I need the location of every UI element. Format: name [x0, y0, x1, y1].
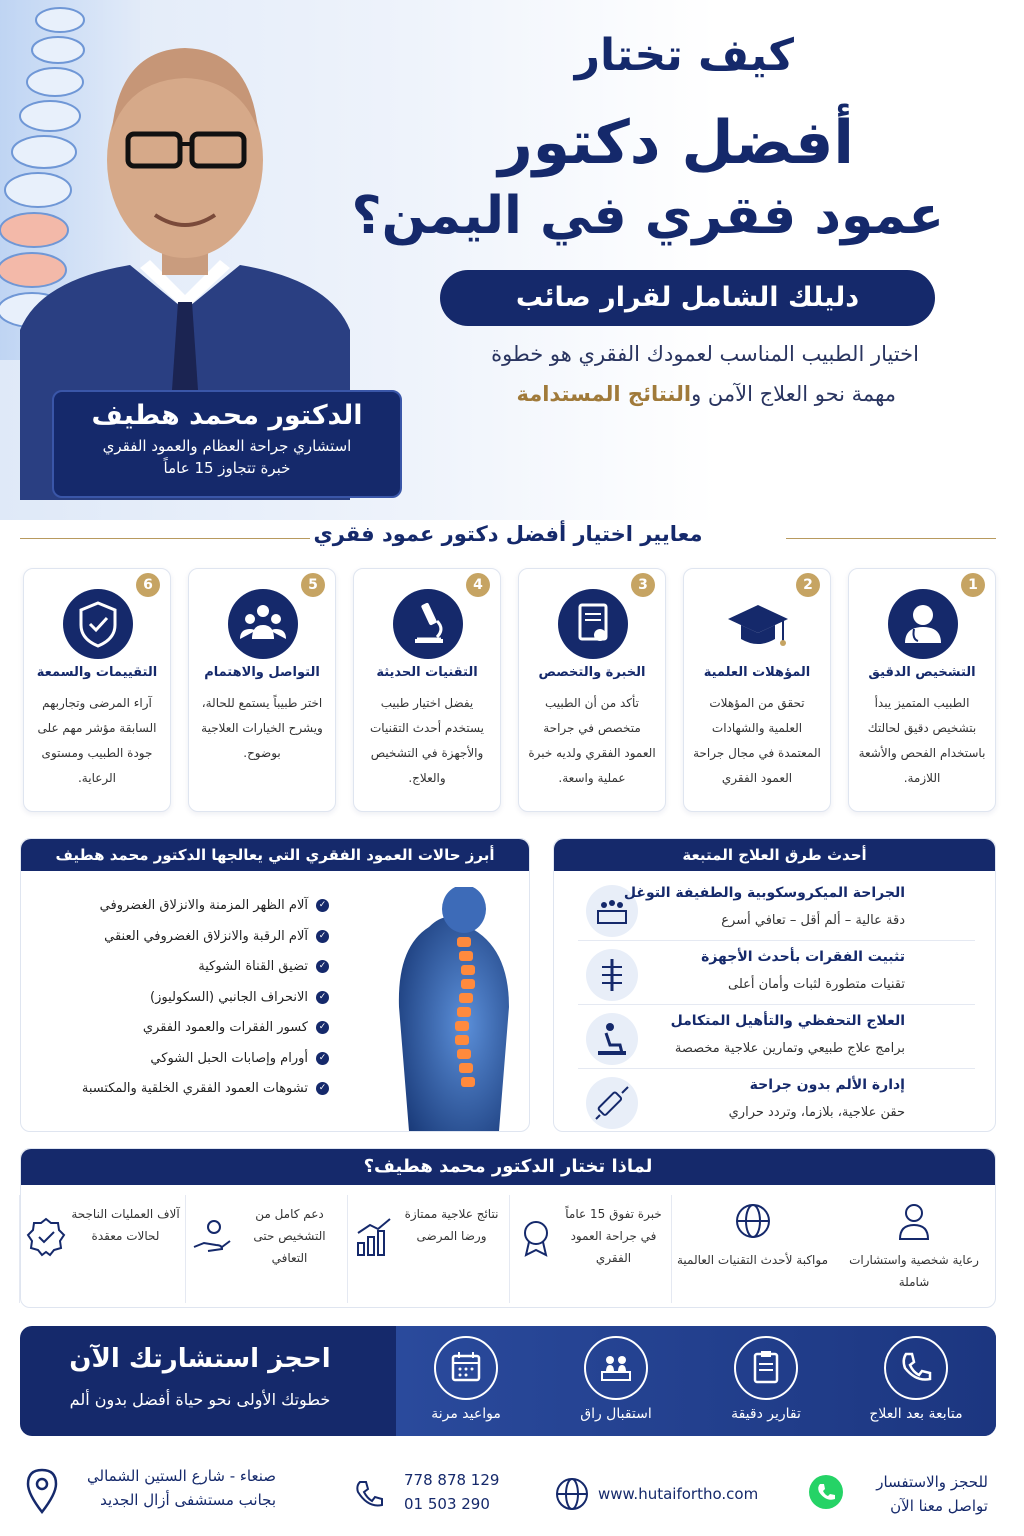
treatment-row	[578, 877, 975, 941]
treatment-description: دقة عالية – ألم أقل – تعافي أسرع	[721, 913, 905, 928]
booking-features	[396, 1326, 996, 1436]
spine-back-illustration	[369, 887, 529, 1131]
phone-icon	[884, 1336, 948, 1400]
treatment-description: حقن علاجية، بلازما، وتردد حراري	[728, 1105, 905, 1120]
why-item	[671, 1195, 833, 1303]
criteria-cards	[20, 568, 996, 812]
intro-line-2	[516, 382, 896, 406]
doctor-name: الدكتور محمد هطيف	[91, 400, 363, 431]
certificate-icon	[558, 589, 628, 659]
user-icon	[892, 1199, 936, 1243]
contact-text[interactable]: للحجز والاستفسار تواصل معنا الآن	[876, 1473, 988, 1515]
why-text: مواكبة لأحدث التقنيات العالمية	[677, 1253, 828, 1267]
address: صنعاء - شارع الستين الشمالي بجانب مستشفى أزال الجديد	[87, 1467, 276, 1509]
whatsapp-icon[interactable]	[806, 1472, 846, 1512]
title-line-1: كيف تختار	[574, 30, 794, 81]
check-icon: ✓	[316, 930, 329, 943]
rehab-icon	[586, 1013, 638, 1065]
treatment-title: الجراحة الميكروسكوبية والطفيفة التوغل	[623, 885, 905, 901]
booking-subtitle: خطوتك الأولى نحو حياة أفضل بدون ألم	[69, 1390, 331, 1409]
spine-fixation-icon	[586, 949, 638, 1001]
why-item	[509, 1195, 671, 1303]
why-text: آلاف العمليات الناجحة لحالات معقدة	[71, 1207, 180, 1243]
conditions-box	[20, 838, 530, 1132]
award-icon	[514, 1215, 558, 1259]
card-description: اختر طبيباً يستمع للحالة، ويشرح الخيارات العلاجية بوضوح.	[201, 696, 323, 760]
criteria-card	[23, 568, 171, 812]
card-title: التواصل والاهتمام	[204, 665, 320, 680]
card-title: التشخيص الدقيق	[868, 665, 976, 680]
why-item	[19, 1195, 185, 1303]
treatment-description: برامج علاج طبيعي وتمارين علاجية مخصصة	[674, 1041, 905, 1056]
card-description: الطبيب المتميز يبدأ بتشخيص دقيق لحالتك باستخدام الفحص والأشعة اللازمة.	[858, 696, 986, 785]
criteria-card	[518, 568, 666, 812]
conditions-list	[82, 891, 329, 1105]
treatments-box	[553, 838, 996, 1132]
why-text: دعم كامل من التشخيص حتى التعافي	[253, 1207, 326, 1265]
doctor-experience: خبرة تتجاوز 15 عاماً	[163, 459, 291, 477]
card-number: 3	[631, 573, 655, 597]
list-item: ✓الانحراف الجانبي (السكوليوز)	[82, 983, 329, 1014]
microscope-icon	[393, 589, 463, 659]
intro-line-2-highlight: النتائج المستدامة	[516, 382, 692, 406]
criteria-card	[848, 568, 996, 812]
why-text: رعاية شخصية واستشارات شاملة	[849, 1253, 979, 1289]
list-item: ✓آلام الظهر المزمنة والانزلاق الغضروفي	[82, 891, 329, 922]
graduation-cap-icon	[723, 589, 793, 659]
booking-feature-label: مواعيد مرنة	[431, 1406, 501, 1422]
card-title: التقنيات الحديثة	[376, 665, 478, 680]
card-description: آراء المرضى وتجاربهم السابقة مؤشر مهم على جودة الطبيب ومستوى الرعاية.	[37, 696, 157, 785]
doctor-role: استشاري جراحة العظام والعمود الفقري	[102, 437, 352, 455]
card-number: 4	[466, 573, 490, 597]
treatments-heading: أحدث طرق العلاج المتبعة	[554, 839, 995, 871]
card-number: 1	[961, 573, 985, 597]
website-link[interactable]: www.hutaifortho.com	[598, 1485, 759, 1503]
web-globe-icon	[552, 1474, 592, 1514]
treatment-description: تقنيات متطورة لثبات وأمان أعلى	[728, 977, 905, 992]
card-number: 6	[136, 573, 160, 597]
check-icon: ✓	[316, 1021, 329, 1034]
clipboard-icon	[734, 1336, 798, 1400]
doctor-icon	[888, 589, 958, 659]
card-title: المؤهلات العلمية	[703, 665, 811, 680]
treatment-title: إدارة الألم بدون جراحة	[749, 1077, 905, 1093]
card-description: يفضل اختيار طبيب يستخدم أحدث التقنيات والأجهزة في التشخيص والعلاج.	[370, 696, 484, 785]
intro-line-1: اختيار الطبيب المناسب لعمودك الفقري هو خطوة	[491, 342, 919, 366]
card-number: 5	[301, 573, 325, 597]
subtitle-pill: دليلك الشامل لقرار صائب	[440, 270, 935, 326]
check-icon: ✓	[316, 991, 329, 1004]
why-text: نتائج علاجية ممتازة ورضا المرضى	[404, 1207, 499, 1243]
card-title: التقييمات والسمعة	[36, 665, 158, 680]
booking-feature	[696, 1336, 836, 1422]
criteria-card	[188, 568, 336, 812]
treatment-title: تثبيت الفقرات بأحدث الأجهزة	[701, 949, 905, 965]
why-heading: لماذا تختار الدكتور محمد هطيف؟	[21, 1149, 995, 1185]
card-number: 2	[796, 573, 820, 597]
calendar-icon	[434, 1336, 498, 1400]
criteria-heading-text: معايير اختيار أفضل دكتور عمود فقري	[313, 522, 703, 546]
list-item: ✓تضيق القناة الشوكية	[82, 952, 329, 983]
why-text: خبرة تفوق 15 عاماً في جراحة العمود الفقري	[565, 1207, 662, 1265]
globe-icon	[731, 1199, 775, 1243]
treatment-row	[578, 1069, 975, 1133]
card-description: تحقق من المؤهلات العلمية والشهادات المعتمدة في مجال جراحة العمود الفقري	[693, 696, 821, 785]
syringe-icon	[586, 1077, 638, 1129]
verified-badge-icon	[24, 1215, 68, 1259]
doctor-name-card	[52, 390, 402, 498]
intro-line-2-plain: مهمة نحو العلاج الآمن و	[691, 382, 896, 406]
hero-section	[0, 0, 1024, 520]
treatment-row	[578, 1005, 975, 1069]
check-icon: ✓	[316, 960, 329, 973]
why-item	[833, 1195, 995, 1303]
location-pin-icon	[22, 1466, 62, 1516]
treatment-title: العلاج التحفظي والتأهيل المتكامل	[670, 1013, 905, 1029]
list-item: ✓أورام وإصابات الحبل الشوكي	[82, 1044, 329, 1075]
criteria-card	[683, 568, 831, 812]
why-item	[347, 1195, 509, 1303]
booking-feature	[396, 1336, 536, 1422]
reception-icon	[584, 1336, 648, 1400]
chart-icon	[352, 1215, 396, 1259]
people-icon	[228, 589, 298, 659]
booking-feature	[546, 1336, 686, 1422]
list-item: ✓تشوهات العمود الفقري الخلقية والمكتسبة	[82, 1074, 329, 1105]
list-item: ✓آلام الرقبة والانزلاق الغضروفي العنقي	[82, 922, 329, 953]
list-item: ✓كسور الفقرات والعمود الفقري	[82, 1013, 329, 1044]
title-line-2: أفضل دكتور	[498, 108, 854, 178]
why-choose-box	[20, 1148, 996, 1308]
booking-feature-label: تقارير دقيقة	[731, 1406, 801, 1422]
criteria-heading	[20, 522, 996, 556]
booking-title: احجز استشارتك الآن	[69, 1344, 331, 1374]
treatment-row	[578, 941, 975, 1005]
check-icon: ✓	[316, 1052, 329, 1065]
footer	[0, 1452, 1024, 1536]
phone-numbers[interactable]: 778 878 129 01 503 290	[404, 1471, 500, 1513]
shield-check-icon	[63, 589, 133, 659]
booking-banner[interactable]	[20, 1326, 996, 1436]
check-icon: ✓	[316, 1082, 329, 1095]
phone-icon	[350, 1474, 390, 1514]
why-item	[185, 1195, 347, 1303]
support-hand-icon	[190, 1215, 234, 1259]
booking-feature	[846, 1336, 986, 1422]
title-line-3: عمود فقري في اليمن؟	[351, 186, 944, 246]
check-icon: ✓	[316, 899, 329, 912]
conditions-heading: أبرز حالات العمود الفقري التي يعالجها الدكتور محمد هطيف	[21, 839, 529, 871]
booking-feature-label: متابعة بعد العلاج	[869, 1406, 963, 1422]
booking-feature-label: استقبال راق	[580, 1406, 652, 1422]
card-description: تأكد من أن الطبيب متخصص في جراحة العمود الفقري ولديه خبرة عملية واسعة.	[528, 696, 656, 785]
criteria-card	[353, 568, 501, 812]
card-title: الخبرة والتخصص	[538, 665, 646, 680]
